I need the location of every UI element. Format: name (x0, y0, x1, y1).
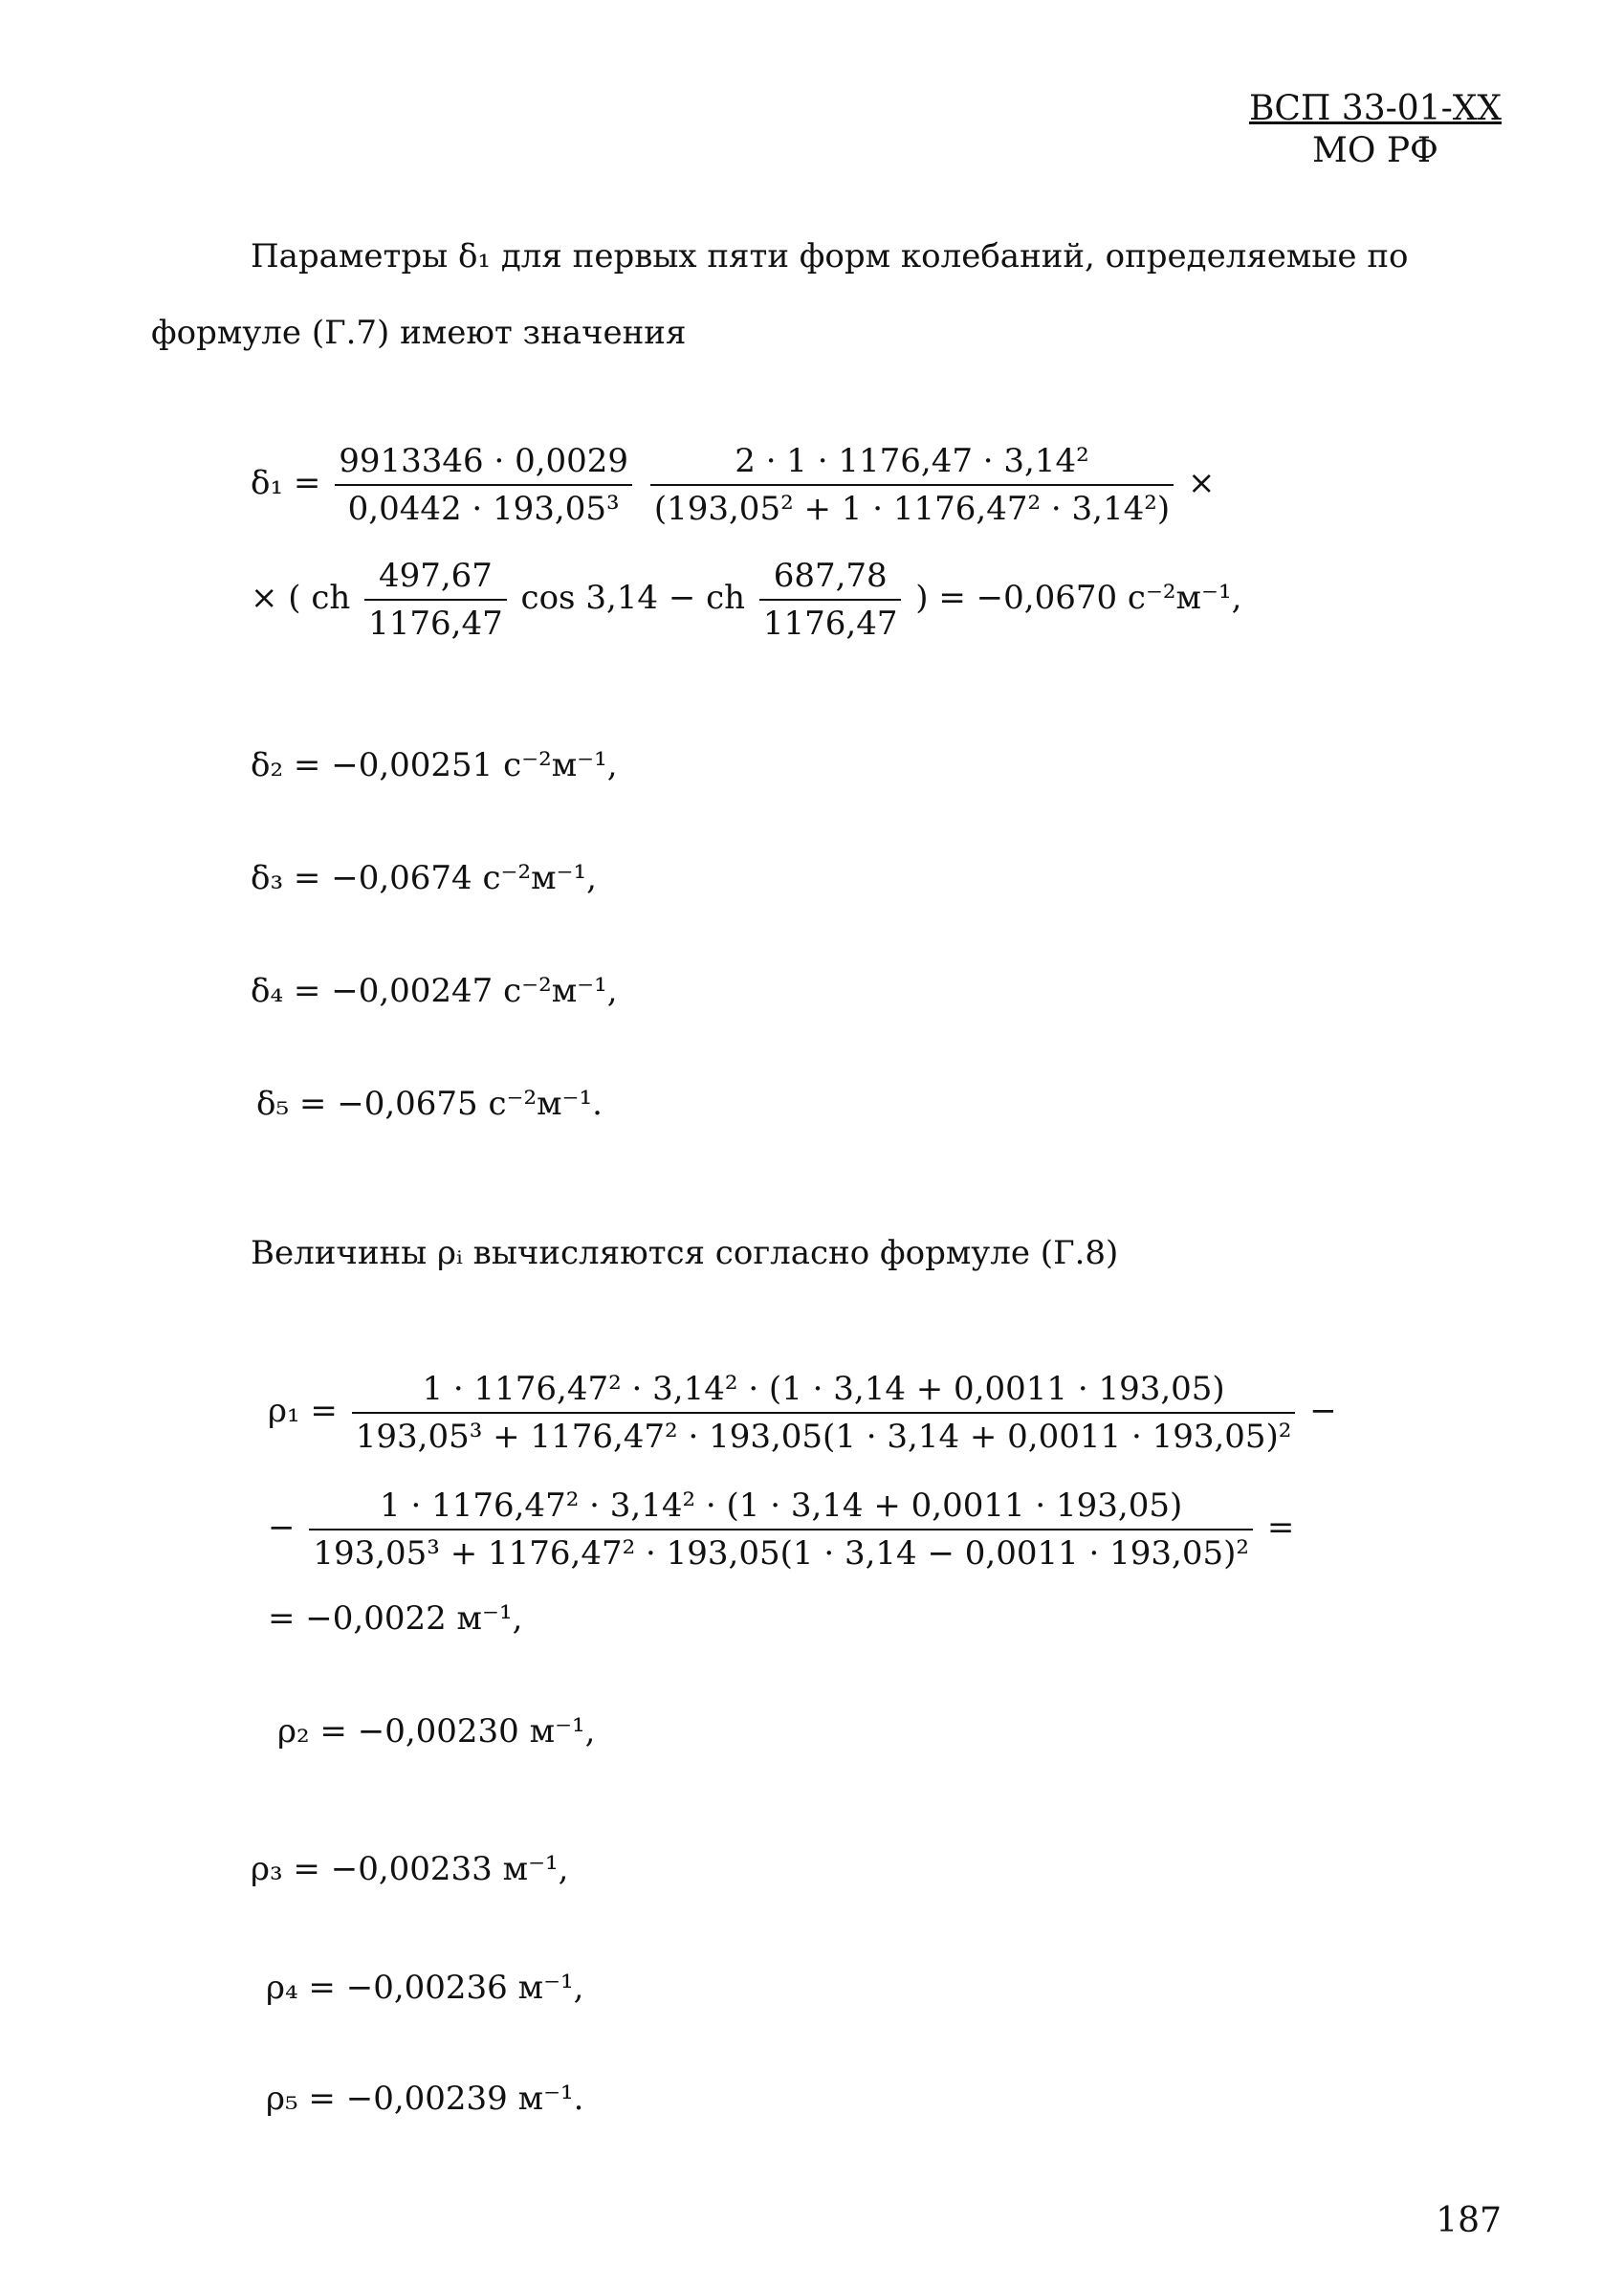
intro-delta-line1: Параметры δ₁ для первых пяти форм колебаний, определяемые по (251, 237, 1409, 275)
delta5-equation: δ₅ = −0,0675 с⁻²м⁻¹. (256, 1085, 603, 1123)
rho3-equation: ρ₃ = −0,00233 м⁻¹, (251, 1850, 569, 1888)
delta1-times: × (1187, 464, 1216, 502)
rho1-result: = −0,0022 м⁻¹, (268, 1599, 523, 1638)
intro-delta-line2: формуле (Г.7) имеют значения (151, 314, 687, 352)
rho1-fraction-2 (309, 1486, 1253, 1573)
delta1-frac4-numerator: 687,78 (759, 557, 902, 601)
rho4-equation: ρ₄ = −0,00236 м⁻¹, (266, 1969, 584, 2007)
delta1-formula-line2 (251, 557, 1241, 643)
rho1-minus-start: − (268, 1508, 296, 1547)
intro-rho: Величины ρᵢ вычисляются согласно формуле (Г.8) (251, 1234, 1119, 1272)
delta1-result: ) = −0,0670 с⁻²м⁻¹, (915, 579, 1242, 617)
rho1-frac1-numerator: 1 · 1176,47² · 3,14² · (1 · 3,14 + 0,0011 · 193,05) (352, 1370, 1296, 1414)
delta1-frac4-denominator: 1176,47 (762, 605, 898, 643)
document-header (1249, 88, 1502, 172)
rho2-equation: ρ₂ = −0,00230 м⁻¹, (277, 1712, 596, 1751)
delta1-frac3-numerator: 497,67 (364, 557, 507, 601)
rho1-frac2-numerator: 1 · 1176,47² · 3,14² · (1 · 3,14 + 0,0011 · 193,05) (309, 1486, 1253, 1530)
rho1-fraction-1 (352, 1370, 1296, 1456)
delta1-fraction-3 (364, 557, 507, 643)
delta1-frac3-denominator: 1176,47 (368, 605, 503, 643)
delta1-fraction-4 (759, 557, 902, 643)
delta1-lead: × ( ch (251, 579, 351, 617)
delta1-formula-line1 (251, 442, 1215, 528)
organization: МО РФ (1312, 131, 1438, 170)
delta1-fraction-2 (650, 442, 1174, 528)
rho1-lhs: ρ₁ = (268, 1392, 338, 1430)
delta1-fraction-1 (335, 442, 632, 528)
standard-code: ВСП 33-01-XX (1248, 89, 1502, 128)
delta1-frac1-denominator: 0,0442 · 193,05³ (347, 490, 620, 528)
delta1-lhs: δ₁ = (251, 464, 321, 502)
rho1-frac1-denominator: 193,05³ + 1176,47² · 193,05(1 · 3,14 + 0,0011 · 193,05)² (355, 1418, 1292, 1456)
delta1-mid: cos 3,14 − ch (520, 579, 746, 617)
rho1-formula-line1 (268, 1370, 1337, 1456)
delta1-frac2-numerator: 2 · 1 · 1176,47 · 3,14² (650, 442, 1174, 486)
delta1-frac2-denominator: (193,05² + 1 · 1176,47² · 3,14²) (653, 490, 1171, 528)
delta1-frac1-numerator: 9913346 · 0,0029 (335, 442, 632, 486)
rho1-frac2-denominator: 193,05³ + 1176,47² · 193,05(1 · 3,14 − 0,0011 · 193,05)² (313, 1534, 1250, 1573)
rho1-equals: = (1266, 1508, 1295, 1547)
rho1-minus-end: − (1309, 1392, 1337, 1430)
page-number: 187 (1436, 2201, 1502, 2240)
rho1-formula-line2 (268, 1486, 1294, 1573)
delta3-equation: δ₃ = −0,0674 с⁻²м⁻¹, (251, 859, 597, 897)
delta2-equation: δ₂ = −0,00251 с⁻²м⁻¹, (251, 746, 618, 784)
rho5-equation: ρ₅ = −0,00239 м⁻¹. (266, 2080, 584, 2118)
delta4-equation: δ₄ = −0,00247 с⁻²м⁻¹, (251, 972, 618, 1010)
